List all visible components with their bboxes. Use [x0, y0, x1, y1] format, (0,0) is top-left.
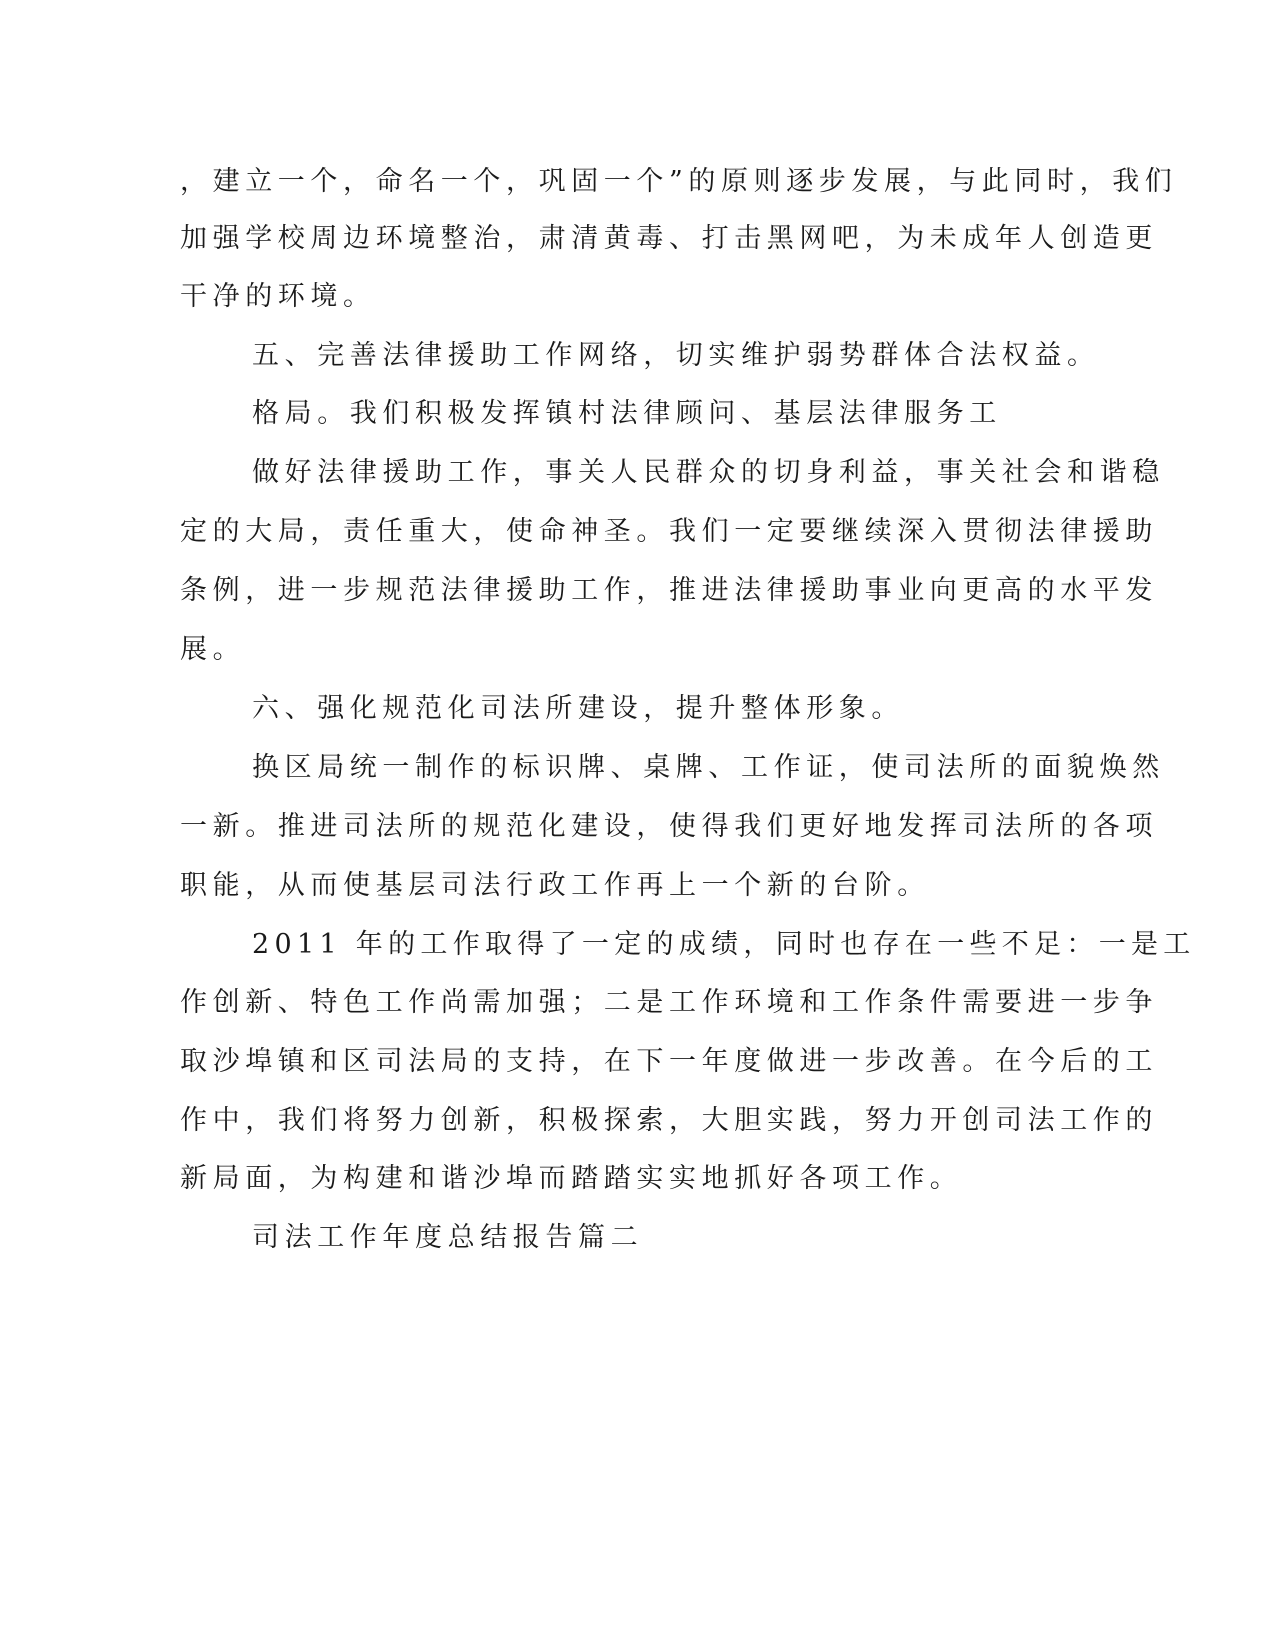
text-line: 作创新、特色工作尚需加强；二是工作环境和工作条件需要进一步争 [180, 987, 1158, 1018]
text-line: 2011 年的工作取得了一定的成绩，同时也存在一些不足：一是工 [252, 929, 1196, 960]
section-heading: 六、强化规范化司法所建设，提升整体形象。 [252, 693, 904, 724]
text-line: 做好法律援助工作，事关人民群众的切身利益，事关社会和谐稳 [252, 457, 1165, 488]
text-line: 干净的环境。 [180, 281, 376, 312]
text-line: 展。 [180, 634, 246, 665]
section-heading: 五、完善法律援助工作网络，切实维护弱势群体合法权益。 [252, 340, 1100, 371]
text-line: 职能，从而使基层司法行政工作再上一个新的台阶。 [180, 870, 930, 901]
text-line: 格局。我们积极发挥镇村法律顾问、基层法律服务工 [252, 398, 1002, 429]
text-line: 取沙埠镇和区司法局的支持，在下一年度做进一步改善。在今后的工 [180, 1046, 1158, 1077]
text-line: 定的大局，责任重大，使命神圣。我们一定要继续深入贯彻法律援助 [180, 516, 1158, 547]
text-line: 换区局统一制作的标识牌、桌牌、工作证，使司法所的面貌焕然 [252, 752, 1165, 783]
text-line: 作中，我们将努力创新，积极探索，大胆实践，努力开创司法工作的 [180, 1105, 1158, 1136]
document-subtitle: 司法工作年度总结报告篇二 [252, 1222, 644, 1253]
text-line: 一新。推进司法所的规范化建设，使得我们更好地发挥司法所的各项 [180, 811, 1158, 842]
text-line: 加强学校周边环境整治，肃清黄毒、打击黑网吧，为未成年人创造更 [180, 223, 1158, 254]
text-line: 新局面，为构建和谐沙埠而踏踏实实地抓好各项工作。 [180, 1163, 963, 1194]
text-line: ，建立一个，命名一个，巩固一个”的原则逐步发展，与此同时，我们 [180, 166, 1178, 197]
text-line: 条例，进一步规范法律援助工作，推进法律援助事业向更高的水平发 [180, 575, 1158, 606]
